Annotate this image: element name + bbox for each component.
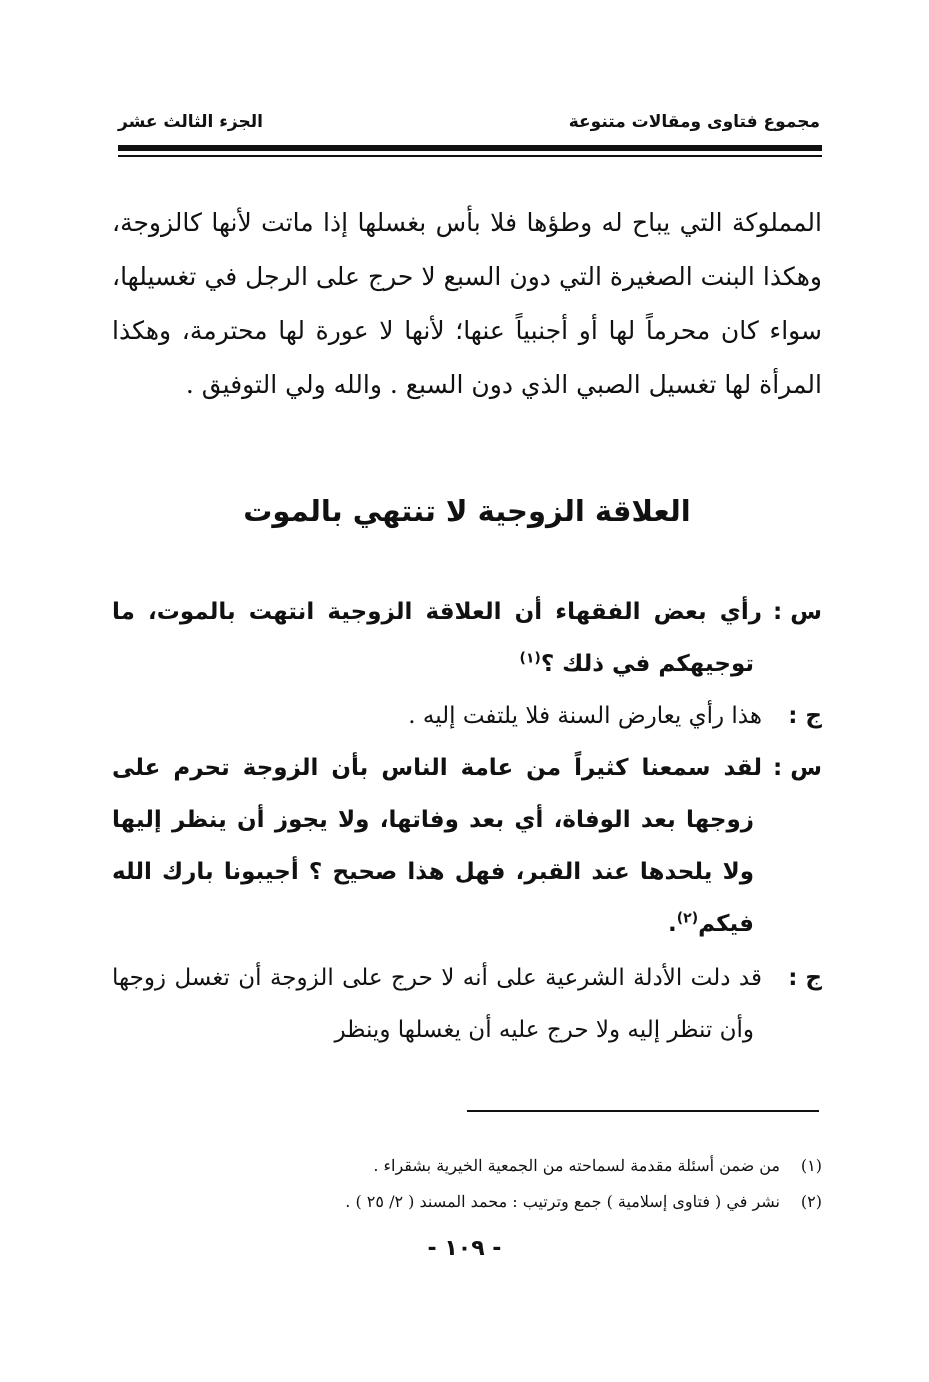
answer-2-text: قد دلت الأدلة الشرعية على أنه لا حرج على الزوجة أن تغسل زوجها وأن تنظر إليه ولا حرج عليه أن يغسلها وينظر [112, 965, 762, 1043]
footnote-rule [467, 1110, 819, 1112]
answer-marker: ج : [788, 965, 822, 991]
answer-marker: ج : [788, 703, 822, 729]
footnote-2 [112, 1184, 822, 1220]
footnote-ref-2: (٢) [676, 910, 699, 927]
footnote-2-number: (٢) [800, 1192, 822, 1211]
question-2 [112, 742, 822, 950]
page-number: - ١٠٩ - [427, 1236, 502, 1261]
body-text [112, 196, 822, 412]
answer-1 [112, 690, 822, 742]
footnotes [112, 1148, 822, 1220]
question-marker: س : [773, 755, 822, 781]
question-1-text: رأي بعض الفقهاء أن العلاقة الزوجية انتهت بالموت، ما توجيهكم في ذلك ؟ [112, 599, 762, 677]
answer-1-text: هذا رأي يعارض السنة فلا يلتفت إليه . [408, 703, 762, 729]
footnote-1 [112, 1148, 822, 1184]
book-title: مجموع فتاوى ومقالات متنوعة [568, 112, 820, 132]
header-rule-thin [118, 155, 822, 157]
question-1 [112, 586, 822, 690]
answer-2 [112, 952, 822, 1056]
question-2-text: لقد سمعنا كثيراً من عامة الناس بأن الزوجة تحرم على زوجها بعد الوفاة، أي بعد وفاتها، ولا يجوز أن ينظر إليها ولا يلحدها عند القبر، فهل هذا صحيح ؟ أجيبونا بارك الله فيكم [112, 755, 762, 937]
volume-label: الجزء الثالث عشر [118, 112, 263, 132]
footnote-1-number: (١) [800, 1156, 822, 1175]
question-2-end: . [668, 911, 677, 937]
qa-block [112, 586, 822, 1056]
footnote-2-text: نشر في ( فتاوى إسلامية ) جمع وترتيب : محمد المسند ( ٢/ ٢٥ ) . [345, 1192, 780, 1211]
page-header [118, 112, 820, 140]
footnote-ref-1: (١) [519, 650, 541, 667]
question-marker: س : [773, 599, 822, 625]
header-rule-thick [118, 145, 822, 151]
body-paragraph: المملوكة التي يباح له وطؤها فلا بأس بغسلها إذا ماتت لأنها كالزوجة، وهكذا البنت الصغيرة التي دون السبع لا حرج على الرجل في تغسيلها، سواء كان محرماً لها أو أجنبياً عنها؛ لأنها لا عورة لها محترمة، وهكذا المرأة لها تغسيل الصبي الذي دون السبع . والله ولي التوفيق . [112, 208, 822, 399]
footnote-1-text: من ضمن أسئلة مقدمة لسماحته من الجمعية الخيرية بشقراء . [373, 1156, 780, 1175]
section-title: العلاقة الزوجية لا تنتهي بالموت [243, 494, 691, 528]
